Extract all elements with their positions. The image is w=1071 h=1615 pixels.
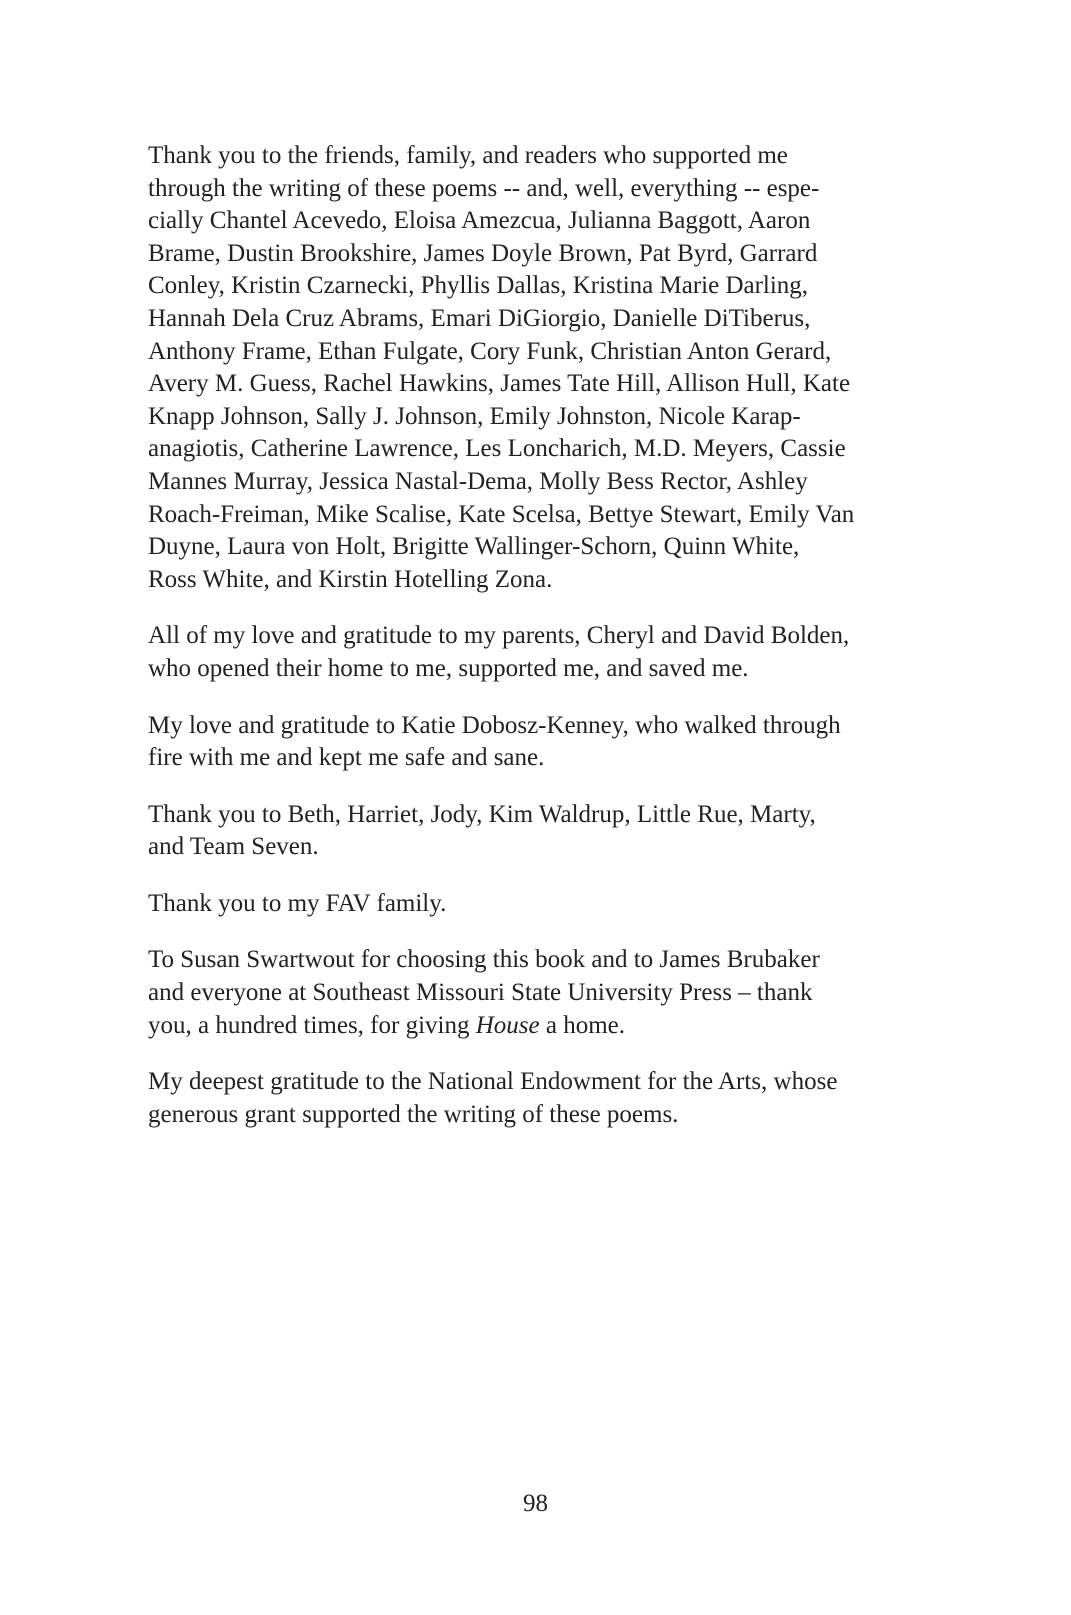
text-line: generous grant supported the writing of these poems. (148, 1100, 679, 1128)
text-line: anagiotis, Catherine Lawrence, Les Loncharich, M.D. Meyers, Cassie (148, 435, 846, 463)
text-line: My love and gratitude to Katie Dobosz-Kenney, who walked through (148, 711, 841, 739)
paragraph-fav-family (148, 888, 893, 921)
text-line: Conley, Kristin Czarnecki, Phyllis Dallas, Kristina Marie Darling, (148, 272, 809, 300)
text-line: Anthony Frame, Ethan Fulgate, Cory Funk, Christian Anton Gerard, (148, 337, 832, 365)
text-line: Duyne, Laura von Holt, Brigitte Wallinger-Schorn, Quinn White, (148, 533, 800, 561)
text-line: Roach-Freiman, Mike Scalise, Kate Scelsa, Bettye Stewart, Emily Van (148, 500, 855, 528)
text-line: Thank you to Beth, Harriet, Jody, Kim Waldrup, Little Rue, Marty, (148, 800, 816, 828)
text-line: Hannah Dela Cruz Abrams, Emari DiGiorgio, Danielle DiTiberus, (148, 304, 811, 332)
text-line: Knapp Johnson, Sally J. Johnson, Emily Johnston, Nicole Karap- (148, 402, 801, 430)
paragraph-beth-harriet (148, 799, 893, 864)
paragraph-parents (148, 620, 893, 685)
text-line: Thank you to the friends, family, and readers who supported me (148, 142, 788, 169)
book-title-italic: House (475, 1011, 540, 1039)
text-line: Brame, Dustin Brookshire, James Doyle Brown, Pat Byrd, Garrard (148, 239, 818, 267)
text-line: fire with me and kept me safe and sane. (148, 744, 545, 772)
paragraph-nea (148, 1066, 893, 1131)
paragraph-press (148, 944, 893, 1042)
text-line: Ross White, and Kirstin Hotelling Zona. (148, 565, 553, 593)
text-line (148, 1010, 893, 1043)
text-line: cially Chantel Acevedo, Eloisa Amezcua, Julianna Baggott, Aaron (148, 207, 811, 235)
text-line: and everyone at Southeast Missouri State University Press – thank (148, 979, 813, 1007)
text-line: Mannes Murray, Jessica Nastal-Dema, Molly Bess Rector, Ashley (148, 467, 808, 495)
text-line: All of my love and gratitude to my parents, Cheryl and David Bolden, (148, 622, 850, 650)
text-line: My deepest gratitude to the National Endowment for the Arts, whose (148, 1068, 838, 1096)
text-line: and Team Seven. (148, 833, 319, 861)
text-run: you, a hundred times, for giving (148, 1011, 476, 1039)
acknowledgments-text (148, 140, 893, 1155)
text-line: through the writing of these poems -- and, well, everything -- espe- (148, 174, 820, 202)
text-line: To Susan Swartwout for choosing this book and to James Brubaker (148, 946, 820, 974)
page-number: 98 (523, 1490, 548, 1517)
text-line: Thank you to my FAV family. (148, 889, 447, 917)
text-line: who opened their home to me, supported me, and saved me. (148, 654, 749, 682)
text-run: a home. (539, 1011, 626, 1039)
text-line: Avery M. Guess, Rachel Hawkins, James Tate Hill, Allison Hull, Kate (148, 370, 851, 398)
paragraph-thanks-friends (148, 140, 893, 596)
paragraph-katie (148, 710, 893, 775)
